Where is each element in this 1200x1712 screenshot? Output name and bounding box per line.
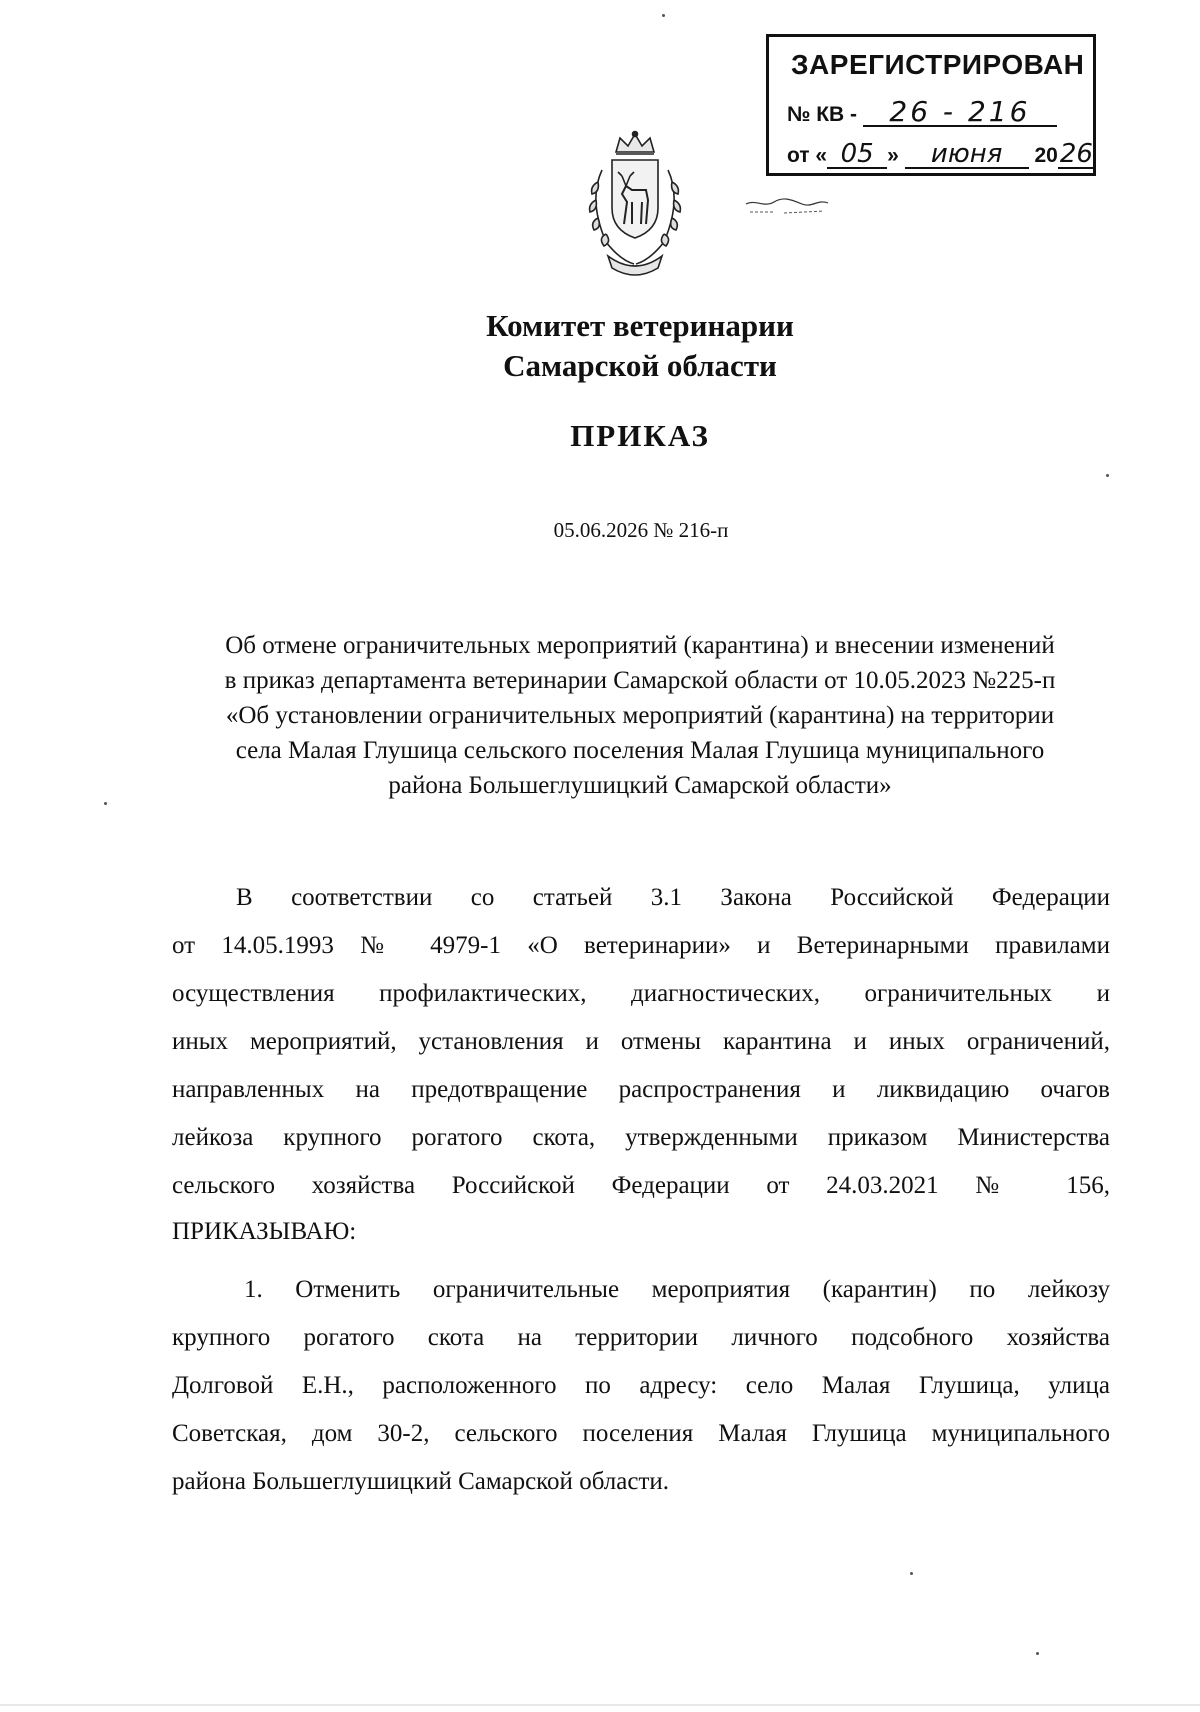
- registration-stamp: [766, 34, 1096, 176]
- scan-speck: [1036, 1652, 1039, 1655]
- item1-line: 1. Отменить ограничительные мероприятия (карантин) по лейкозу: [244, 1276, 1110, 1303]
- stamp-title: ЗАРЕГИСТРИРОВАН: [791, 49, 1085, 80]
- subject-line: района Большеглушицкий Самарской области»: [388, 772, 892, 799]
- subject-line: села Малая Глушица сельского поселения Малая Глушица муниципального: [235, 737, 1045, 764]
- samara-coat-of-arms-icon: [572, 130, 698, 278]
- signature-scribble: [744, 196, 830, 218]
- item1-line: крупного рогатого скота на территории личного подсобного хозяйства: [172, 1324, 1110, 1351]
- scan-speck: [1106, 474, 1109, 477]
- subject-line: в приказ департамента ветеринарии Самарской области от 10.05.2023 №225-п: [224, 667, 1056, 694]
- preamble-line: осуществления профилактических, диагностических, ограничительных и: [172, 980, 1110, 1007]
- stamp-number-prefix: № КВ -: [787, 103, 858, 126]
- preamble-line: В соответствии со статьей 3.1 Закона Российской Федерации: [236, 884, 1110, 911]
- scan-speck: [910, 1572, 913, 1575]
- document-subject: [168, 628, 1112, 803]
- subject-line: «Об установлении ограничительных мероприятий (карантина) на территории: [225, 702, 1055, 729]
- scan-speck: [662, 14, 665, 17]
- item1-line: района Большеглушицкий Самарской области.: [172, 1468, 670, 1495]
- preamble-line: иных мероприятий, установления и отмены карантина и иных ограничений,: [172, 1028, 1110, 1055]
- preamble-line: сельского хозяйства Российской Федерации от 24.03.2021 № 156,: [172, 1172, 1110, 1199]
- stamp-date-row: [787, 141, 1095, 169]
- order-directive: ПРИКАЗЫВАЮ:: [172, 1218, 357, 1245]
- organization-name-line1: Комитет ветеринарии: [486, 308, 794, 343]
- stamp-number-value: 26 - 216: [863, 99, 1057, 127]
- stamp-date-day: 05: [827, 141, 887, 169]
- preamble-line: от 14.05.1993 № 4979-1 «О ветеринарии» и Ветеринарными правилами: [172, 932, 1110, 959]
- preamble-line: направленных на предотвращение распространения и ликвидацию очагов: [172, 1076, 1110, 1103]
- stamp-number-row: [787, 95, 1057, 128]
- item1-line: Советская, дом 30-2, сельского поселения Малая Глушица муниципального: [172, 1420, 1110, 1447]
- stamp-year-prefix: 20: [1034, 144, 1058, 167]
- stamp-date-mid: »: [887, 144, 899, 167]
- document-type-title: ПРИКАЗ: [570, 418, 710, 453]
- scan-speck: [104, 802, 107, 805]
- stamp-date-month: июня: [905, 141, 1029, 169]
- subject-line: Об отмене ограничительных мероприятий (карантина) и внесении изменений: [225, 632, 1055, 659]
- preamble-line: лейкоза крупного рогатого скота, утвержденными приказом Министерства: [172, 1124, 1110, 1151]
- stamp-year-suffix: 26: [1059, 139, 1093, 169]
- stamp-date-prefix: от «: [787, 144, 828, 167]
- scan-bottom-edge: [0, 1704, 1200, 1706]
- item1-line: Долговой Е.Н., расположенного по адресу: село Малая Глушица, улица: [172, 1372, 1110, 1399]
- document-date-number: 05.06.2026 № 216-п: [553, 518, 729, 542]
- organization-name-line2: Самарской области: [503, 348, 777, 383]
